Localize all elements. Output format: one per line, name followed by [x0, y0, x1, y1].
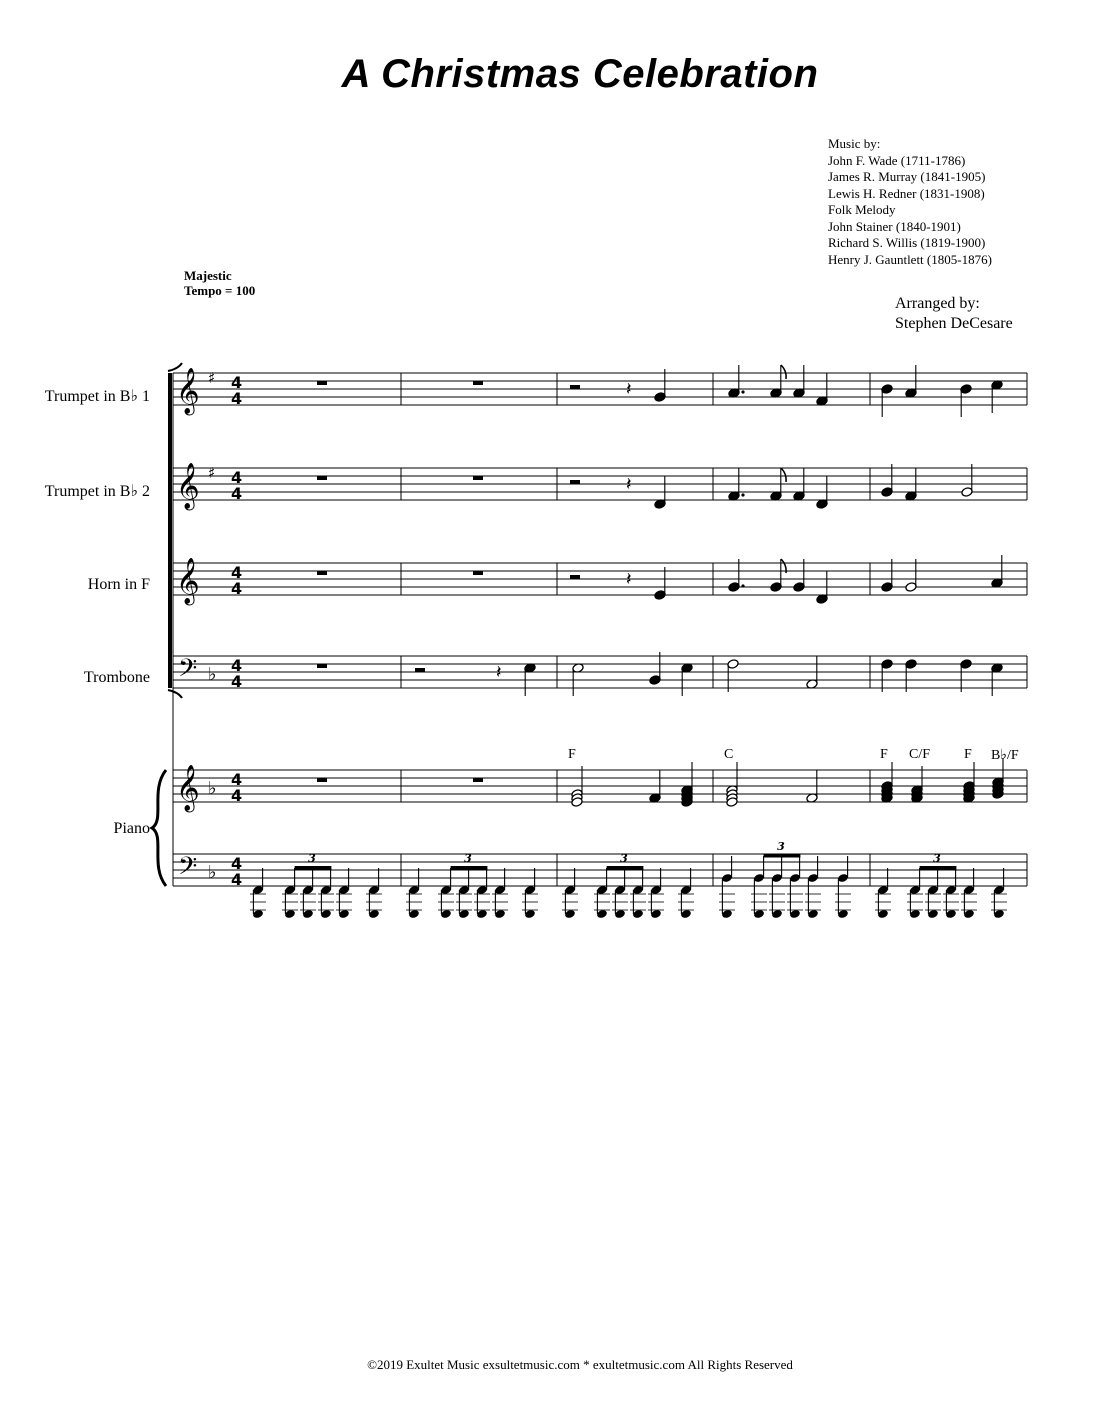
chord-symbol: C/F — [909, 747, 931, 762]
half-rest — [570, 575, 580, 579]
dot — [741, 390, 744, 393]
half-rest — [570, 480, 580, 484]
tempo-value: Tempo = 100 — [184, 283, 256, 298]
flat-icon: ♭ — [208, 778, 217, 799]
quarter-rest: 𝄽 — [496, 662, 502, 683]
half-rest — [570, 385, 580, 389]
time-signature-numerator: 4 — [231, 563, 243, 582]
composer-line: Richard S. Willis (1819-1900) — [828, 235, 986, 250]
chord-symbol: F — [568, 747, 576, 762]
time-signature-numerator: 4 — [231, 373, 243, 392]
sharp-icon: ♯ — [208, 369, 216, 387]
instrument-label-horn: Horn in F — [87, 576, 150, 593]
triplet-beam — [607, 866, 644, 870]
half-rest — [415, 668, 425, 672]
quarter-rest: 𝄽 — [626, 474, 632, 495]
whole-rest — [317, 664, 327, 668]
composer-line: John F. Wade (1711-1786) — [828, 152, 966, 168]
score-notation — [152, 363, 1027, 919]
time-signature-denominator: 4 — [231, 786, 243, 805]
triplet-beam — [764, 854, 801, 858]
composer-line: Henry J. Gauntlett (1805-1876) — [828, 251, 992, 267]
whole-rest — [473, 571, 483, 575]
treble-clef-icon: 𝄞 — [176, 765, 200, 811]
whole-rest — [473, 476, 483, 480]
score-title: A Christmas Celebration — [341, 52, 819, 96]
tempo-style: Majestic — [184, 268, 232, 283]
time-signature-numerator: 4 — [231, 770, 243, 789]
time-signature-denominator: 4 — [231, 484, 243, 503]
flag — [781, 468, 786, 482]
whole-rest — [473, 778, 483, 782]
triplet-label: 3 — [308, 852, 316, 865]
time-signature-numerator: 4 — [231, 468, 243, 487]
composer-line: Folk Melody — [828, 202, 896, 217]
flat-icon: ♭ — [208, 862, 217, 883]
bass-clef-icon: 𝄢 — [178, 654, 198, 689]
instrument-label-piano: Piano — [113, 820, 150, 837]
flag — [781, 365, 786, 379]
whole-rest — [317, 381, 327, 385]
whole-rest — [317, 476, 327, 480]
triplet-beam — [295, 866, 332, 870]
treble-clef-icon: 𝄞 — [176, 463, 200, 509]
time-signature-denominator: 4 — [231, 389, 243, 408]
arranger-name: Stephen DeCesare — [895, 315, 1013, 332]
bass-clef-icon: 𝄢 — [178, 852, 198, 887]
triplet-label: 3 — [933, 852, 941, 865]
chord-symbol: F — [964, 747, 972, 762]
time-signature-denominator: 4 — [231, 870, 243, 889]
bracket-hook-bottom — [168, 690, 182, 698]
whole-rest — [317, 778, 327, 782]
arranged-by-label: Arranged by: — [895, 295, 980, 312]
flat-icon: ♭ — [208, 664, 217, 685]
triplet-beam — [451, 866, 488, 870]
chord-symbol: F — [880, 747, 888, 762]
whole-rest — [317, 571, 327, 575]
time-signature-denominator: 4 — [231, 672, 243, 691]
quarter-rest: 𝄽 — [626, 379, 632, 400]
triplet-label: 3 — [464, 852, 472, 865]
triplet-label: 3 — [777, 840, 785, 853]
triplet-label: 3 — [620, 852, 628, 865]
instrument-label-trombone: Trombone — [83, 669, 150, 686]
chord-symbol: C — [724, 747, 734, 762]
time-signature-denominator: 4 — [231, 579, 243, 598]
time-signature-numerator: 4 — [231, 854, 243, 873]
triplet-beam — [920, 866, 957, 870]
sharp-icon: ♯ — [208, 464, 216, 482]
composer-line: James R. Murray (1841-1905) — [828, 169, 986, 184]
chord-symbol: B♭/F — [991, 748, 1019, 763]
composer-line: John Stainer (1840-1901) — [828, 218, 961, 234]
composer-line: Lewis H. Redner (1831-1908) — [828, 185, 985, 201]
treble-clef-icon: 𝄞 — [176, 368, 200, 414]
copyright-footer: ©2019 Exultet Music exsultetmusic.com * exultetmusic.com All Rights Reserved — [367, 1357, 793, 1372]
dot — [741, 493, 744, 496]
treble-clef-icon: 𝄞 — [176, 558, 200, 604]
dot — [741, 584, 744, 587]
quarter-rest: 𝄽 — [626, 569, 632, 590]
music-by-label: Music by: — [828, 136, 881, 151]
whole-rest — [473, 381, 483, 385]
time-signature-numerator: 4 — [231, 656, 243, 675]
instrument-label-trumpet-1: Trumpet in B♭ 1 — [44, 388, 150, 405]
piano-brace — [152, 770, 166, 886]
instrument-label-trumpet-2: Trumpet in B♭ 2 — [44, 483, 150, 500]
